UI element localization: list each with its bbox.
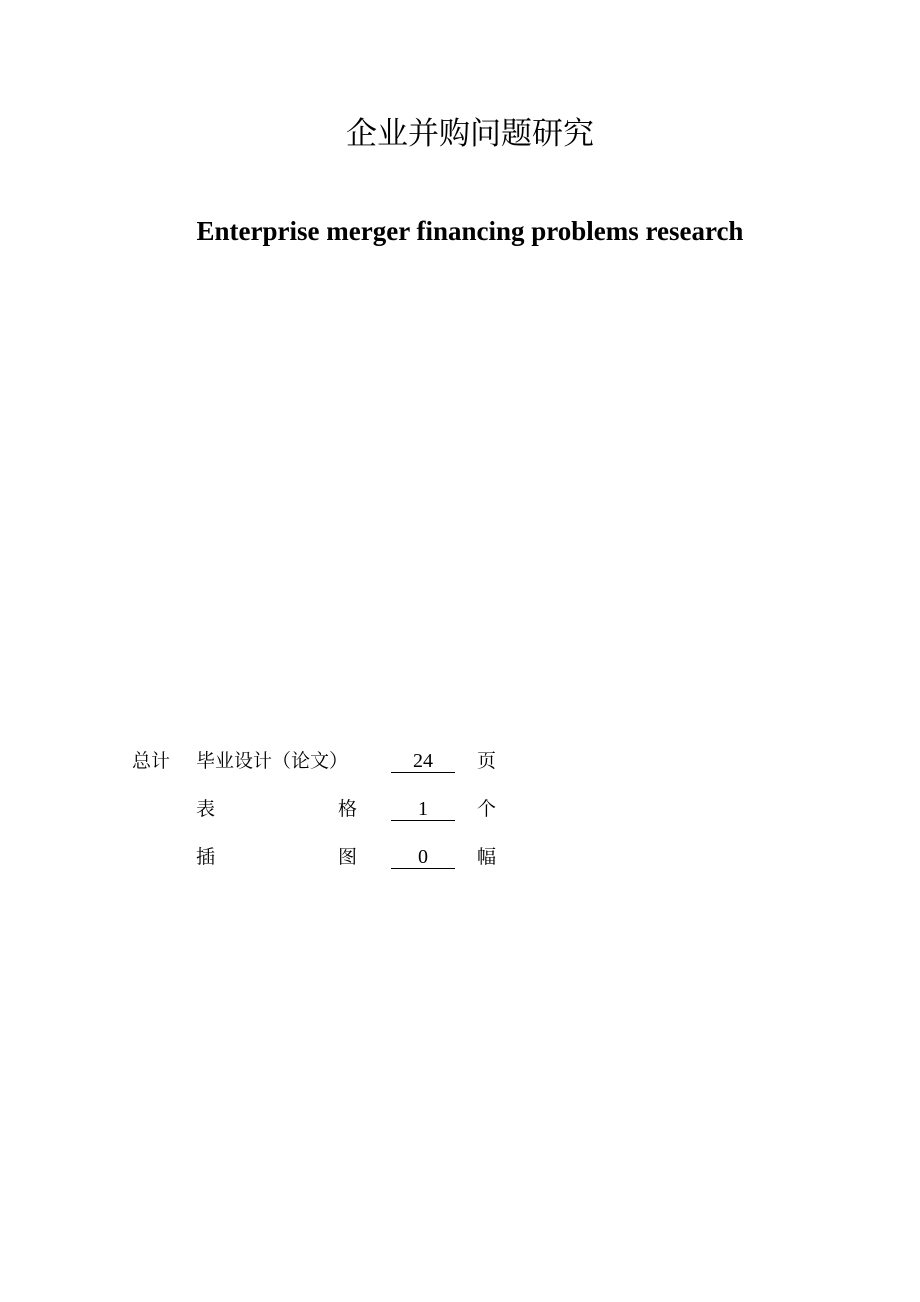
pages-unit: 页 <box>477 750 497 772</box>
thesis-title-chinese: 企业并购问题研究 <box>346 116 594 152</box>
pages-count: 24 <box>391 748 455 773</box>
thesis-title-english: Enterprise merger financing problems research <box>196 216 744 246</box>
tables-unit: 个 <box>477 798 497 820</box>
tables-label-left: 表 <box>196 798 216 820</box>
figures-unit: 幅 <box>477 846 497 868</box>
figures-label-left: 插 <box>196 846 216 868</box>
total-label: 总计 <box>132 750 171 772</box>
tables-label-right: 格 <box>338 798 358 820</box>
figures-label-right: 图 <box>338 846 358 868</box>
pages-label: 毕业设计（论文） <box>196 750 349 772</box>
figures-count: 0 <box>391 844 455 869</box>
tables-count: 1 <box>391 796 455 821</box>
